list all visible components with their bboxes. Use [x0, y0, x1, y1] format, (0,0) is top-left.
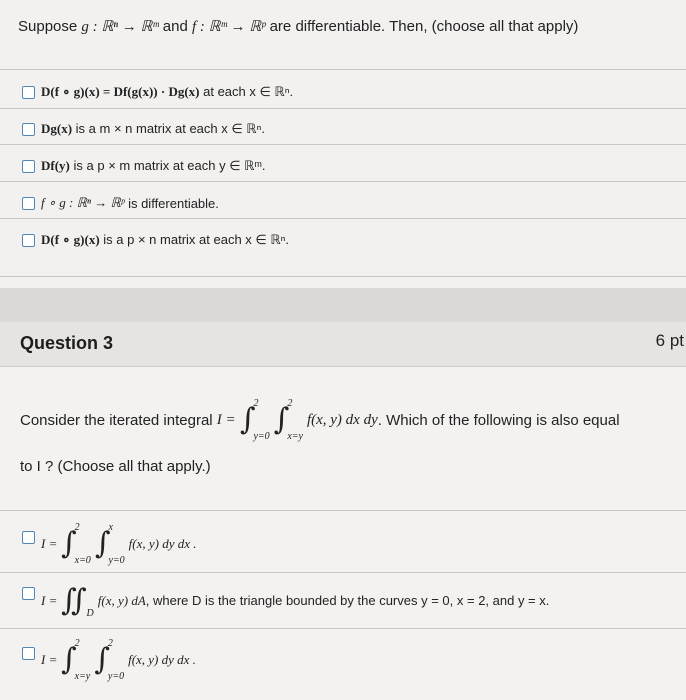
integral-sign: ∫ — [60, 526, 77, 561]
question-3-prompt — [20, 398, 620, 442]
checkbox[interactable] — [22, 234, 35, 247]
answer-tail: , where D is the triangle bounded by the curves y = 0, x = 2, and y = x. — [145, 593, 550, 608]
checkbox[interactable] — [22, 86, 35, 99]
checkbox[interactable] — [22, 160, 35, 173]
integral-limits-inner — [108, 522, 124, 566]
option-math: D(f ∘ g)(x) = Df(g(x)) · Dg(x) — [41, 84, 200, 99]
option-text: is a m × n matrix at each x ∈ ℝⁿ. — [75, 121, 265, 136]
integral-sign: ∫ — [94, 642, 110, 677]
f-map: f : ℝᵐ → ℝᵖ — [192, 19, 266, 35]
integrand: f(x, y) dx dy — [306, 411, 378, 428]
checkbox[interactable] — [22, 531, 35, 544]
upper-limit: 2 — [253, 398, 259, 409]
option-math: f ∘ g : ℝⁿ → ℝᵖ — [41, 195, 125, 210]
divider — [0, 218, 686, 219]
upper-limit: 2 — [74, 638, 80, 649]
answer-option-b[interactable] — [22, 582, 549, 619]
integral-sign: ∫ — [273, 402, 290, 437]
region-subscript: D — [86, 608, 94, 619]
checkbox[interactable] — [22, 647, 35, 660]
question-3-prompt-line2: to I ? (Choose all that apply.) — [20, 458, 211, 475]
divider — [0, 510, 686, 511]
answer-option-4[interactable] — [22, 190, 219, 216]
question-2-prompt — [18, 17, 578, 36]
checkbox[interactable] — [22, 123, 35, 136]
answer-lhs: I = — [41, 652, 58, 667]
option-text: is a p × n matrix at each x ∈ ℝⁿ. — [103, 232, 289, 247]
g-map: g : ℝⁿ → ℝᵐ — [81, 19, 159, 35]
answer-option-1[interactable] — [22, 79, 293, 105]
upper-limit: 2 — [287, 398, 293, 409]
answer-option-5[interactable] — [22, 227, 289, 253]
intro-prefix: Suppose — [18, 18, 78, 35]
divider — [0, 628, 686, 629]
divider — [0, 144, 686, 145]
answer-lhs: I = — [41, 536, 58, 551]
integral-limits-outer — [253, 398, 269, 442]
integral-limits-inner — [108, 638, 124, 682]
lower-limit: x=y — [74, 671, 91, 682]
answer-lhs: I = — [41, 592, 58, 608]
option-math: D(f ∘ g)(x) — [41, 232, 100, 247]
integrand: f(x, y) dy dx . — [128, 652, 196, 667]
answer-option-2[interactable] — [22, 116, 265, 142]
divider — [0, 181, 686, 182]
integral-sign: ∫ — [239, 402, 256, 437]
lower-limit: y=0 — [253, 431, 270, 442]
integral-limits-outer — [75, 522, 91, 566]
integral-sign: ∫ — [94, 526, 111, 561]
divider — [0, 108, 686, 109]
checkbox[interactable] — [22, 197, 35, 210]
answer-option-3[interactable] — [22, 153, 266, 179]
question-separator — [0, 288, 686, 322]
lower-limit: y=0 — [107, 671, 125, 682]
integral-limits-inner — [287, 398, 303, 442]
divider — [0, 276, 686, 277]
question-title: Question 3 — [20, 333, 114, 353]
upper-limit: 2 — [74, 522, 80, 533]
integrand: f(x, y) dA — [97, 592, 146, 608]
integrand: f(x, y) dy dx . — [128, 536, 197, 551]
prompt-suffix: . Which of the following is also equal — [377, 411, 620, 429]
lower-limit: x=0 — [74, 555, 91, 566]
lower-limit: y=0 — [108, 555, 125, 566]
integral-sign: ∫ — [60, 642, 77, 677]
checkbox[interactable] — [22, 587, 35, 600]
option-math: Df(y) — [41, 158, 70, 173]
integral-limits-outer — [75, 638, 91, 682]
and-word: and — [162, 18, 188, 35]
prompt-prefix: Consider the iterated integral — [20, 411, 213, 429]
option-math: Dg(x) — [41, 121, 73, 136]
lower-limit: x=y — [287, 431, 303, 442]
integral-lhs: I = — [216, 411, 236, 428]
option-text: is differentiable. — [128, 195, 219, 211]
divider — [0, 69, 686, 70]
double-integral-sign: ∬ — [60, 582, 87, 618]
divider — [0, 572, 686, 573]
question-points: 6 pt — [655, 331, 684, 350]
option-text: at each x ∈ ℝⁿ. — [203, 84, 294, 99]
answer-option-a[interactable] — [22, 522, 197, 566]
upper-limit: x — [108, 522, 113, 533]
upper-limit: 2 — [107, 638, 113, 649]
option-text: is a p × m matrix at each y ∈ ℝᵐ. — [73, 158, 266, 173]
intro-suffix: are differentiable. Then, (choose all that apply) — [269, 18, 579, 35]
answer-option-c[interactable] — [22, 638, 196, 682]
